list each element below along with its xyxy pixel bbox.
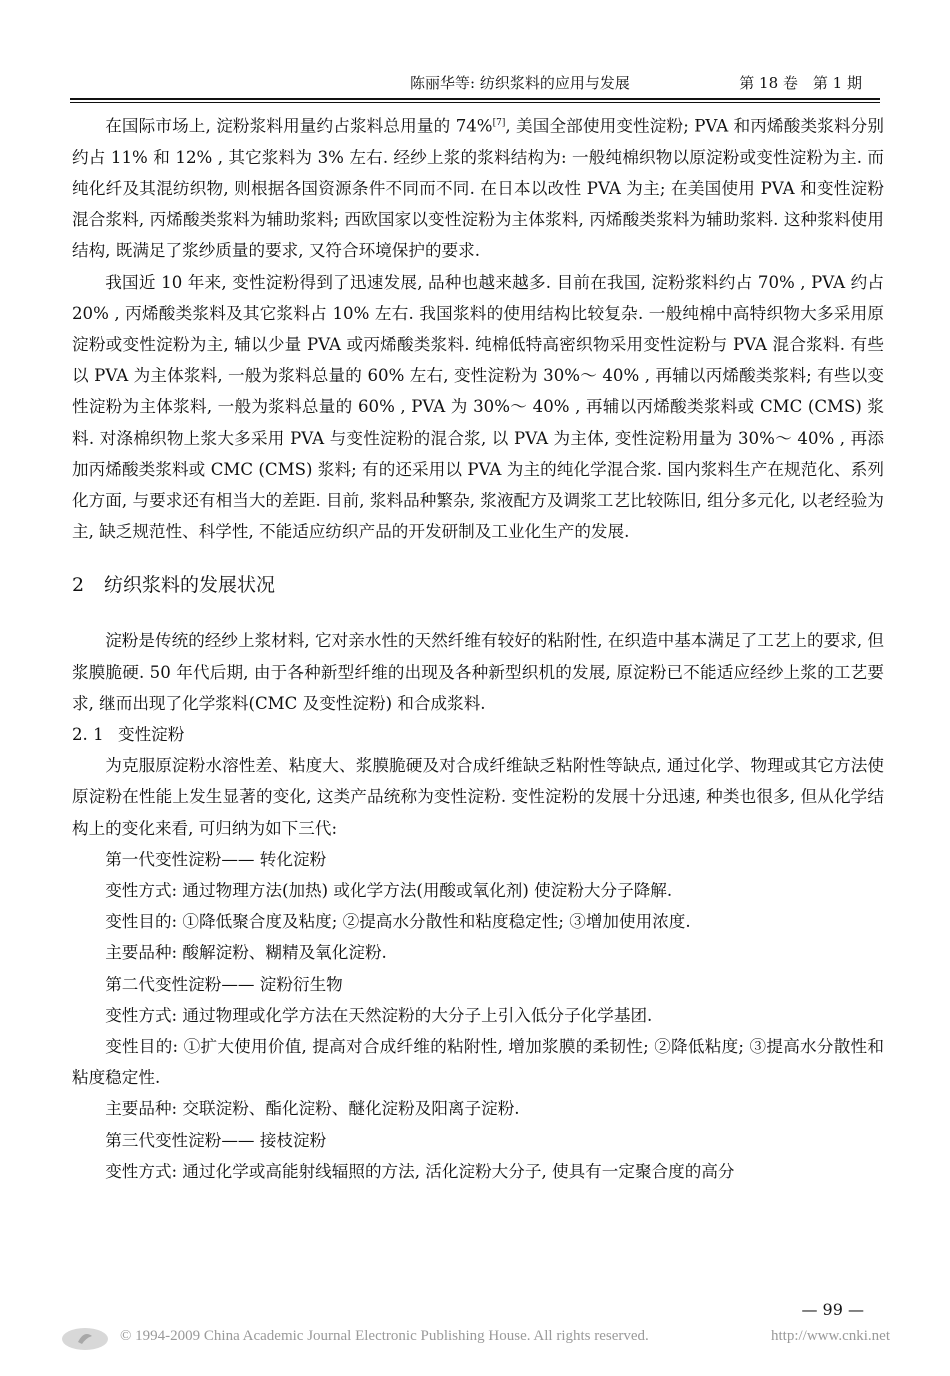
generation-3-method: 变性方式: 通过化学或高能射线辐照的方法, 活化淀粉大分子, 使具有一定聚合度的高分 [105,1161,735,1181]
subsection-number: 2. 1 [72,724,104,744]
generation-3-title: 第三代变性淀粉—— 接枝淀粉 [105,1130,327,1150]
header-rule-thick [70,98,880,100]
generation-1-varieties: 主要品种: 酸解淀粉、糊精及氧化淀粉. [105,943,387,963]
section-title: 纺织浆料的发展状况 [104,574,276,597]
page-header [70,64,880,94]
generation-1-method: 变性方式: 通过物理方法(加热) 或化学方法(用酸或氧化剂) 使淀粉大分子降解. [105,881,673,900]
section-heading [72,569,884,601]
paragraph-starch-history: 淀粉是传统的经纱上浆材料, 它对亲水性的天然纤维有较好的粘附性, 在织造中基本满足了工艺上的要求, 但浆膜脆硬. 50 年代后期, 由于各种新型纤维的出现及各种新型织机的发展, 原淀粉已不能适应经纱上浆的工艺要求, 继而出现了化学浆料(CMC 及变性淀粉) 和合成浆料. [72,631,884,713]
article-body [72,108,884,1187]
copyright-notice: © 1994-2009 China Academic Journal Electronic Publishing House. All rights reserved. [120,1328,649,1344]
generation-2-title: 第二代变性淀粉—— 淀粉衍生物 [105,974,343,994]
subsection-title: 变性淀粉 [118,724,185,744]
generation-1-purpose: 变性目的: ①降低聚合度及粘度; ②提高水分散性和粘度稳定性; ③增加使用浓度. [105,912,691,932]
running-title: 陈丽华等: 纺织浆料的应用与发展 [410,74,630,92]
page-footer [60,1324,890,1354]
generation-1-title: 第一代变性淀粉—— 转化淀粉 [105,849,327,869]
cnki-logo-icon [60,1326,110,1352]
page-number: — 99 — [801,1300,864,1319]
paragraph-text: 在国际市场上, 淀粉浆料用量约占浆料总用量的 74% [105,116,493,136]
generation-2-method: 变性方式: 通过物理或化学方法在天然淀粉的大分子上引入低分子化学基团. [105,1005,653,1025]
site-link[interactable]: http://www.cnki.net [770,1328,890,1344]
section-number: 2 [72,574,85,597]
paragraph-text: , 美国全部使用变性淀粉; PVA 和丙烯酸类浆料分别约占 11% 和 12% , 其它浆料为 3% 左右. 经纱上浆的浆料结构为: 一般纯棉织物以原淀粉或变性淀粉为主. 而纯化纤及其混纺织物, 则根据各国资源条件不同而不同. 在日本以改性 PVA 为主; 在美国使用 PVA 和变性淀粉混合浆料, 丙烯酸类浆料为辅助浆料; 西欧国家以变性淀粉为主体浆料, 丙烯酸类浆料为辅助浆料. 这种浆料使用结构, 既满足了浆纱质量的要求, 又符合环境保护的要求. [72,116,884,261]
generation-2-varieties: 主要品种: 交联淀粉、酯化淀粉、醚化淀粉及阳离子淀粉. [105,1099,520,1119]
header-rule-thin [70,102,880,103]
paragraph-domestic-situation: 我国近 10 年来, 变性淀粉得到了迅速发展, 品种也越来越多. 目前在我国, 淀粉浆料约占 70% , PVA 约占 20% , 丙烯酸类浆料及其它浆料占 10% 左右. 我国浆料的使用结构比较复杂. 一般纯棉中高特织物大多采用原淀粉或变性淀粉为主, 辅以少量 PVA 或丙烯酸类浆料. 纯棉低特高密织物采用变性淀粉与 PVA 混合浆料. 有些以 PVA 为主体浆料, 一般为浆料总量的 60% 左右, 变性淀粉为 30%～ 40% , 再辅以丙烯酸类浆料; 有些以变性淀粉为主体浆料, 一般为浆料总量的 60% , PVA 为 30%～ 40% , 再辅以丙烯酸类浆料或 CMC (CMS) 浆料. 对涤棉织物上浆大多采用 PVA 与变性淀粉的混合浆, 以 PVA 为主体, 变性淀粉用量为 30%～ 40% , 再添加丙烯酸类浆料或 CMC (CMS) 浆料; 有的还采用以 PVA 为主的纯化学混合浆. 国内浆料生产在规范化、系列化方面, 与要求还有相当大的差距. 目前, 浆料品种繁杂, 浆液配方及调浆工艺比较陈旧, 组分多元化, 以老经验为主, 缺乏规范性、科学性, 不能适应纺织产品的开发研制及工业化生产的发展. [72,272,884,542]
paragraph-international-market [72,108,884,267]
paragraph-modified-starch-intro: 为克服原淀粉水溶性差、粘度大、浆膜脆硬及对合成纤维缺乏粘附性等缺点, 通过化学、物理或其它方法使原淀粉在性能上发生显著的变化, 这类产品统称为变性淀粉. 变性淀粉的发展十分迅速, 种类也很多, 但从化学结构上的变化来看, 可归纳为如下三代: [72,756,884,838]
subsection-heading [72,719,884,750]
reference-marker: [7] [492,118,506,128]
generation-2-purpose: 变性目的: ①扩大使用价值, 提高对合成纤维的粘附性, 增加浆膜的柔韧性; ②降低粘度; ③提高水分散性和粘度稳定性. [72,1037,884,1088]
issue-label: 第 18 卷 第 1 期 [739,74,862,92]
